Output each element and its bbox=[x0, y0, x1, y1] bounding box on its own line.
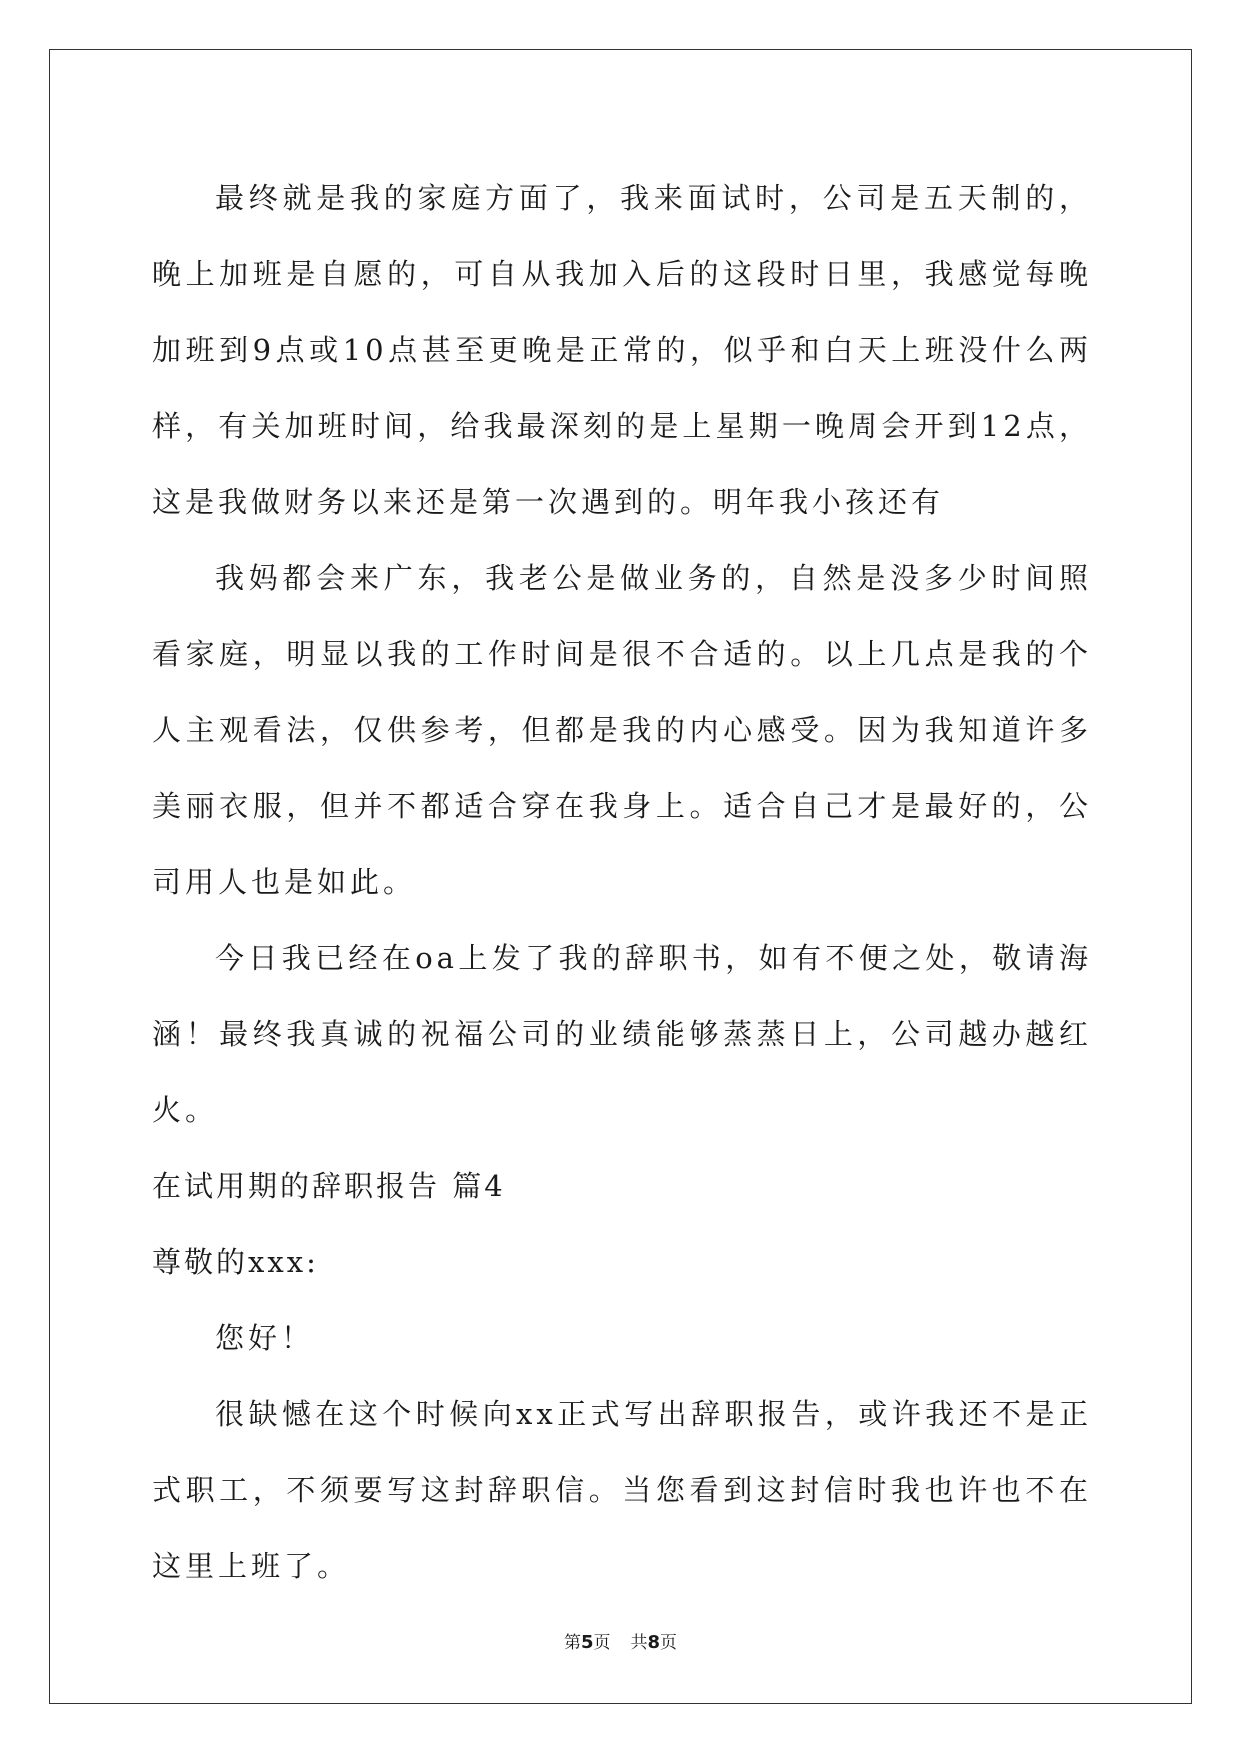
salutation: 尊敬的xxx: bbox=[152, 1245, 319, 1279]
footer-total-pages: 8 bbox=[647, 1632, 661, 1653]
section-title: 在试用期的辞职报告 篇4 bbox=[152, 1169, 506, 1203]
paragraph-letter-body: 很缺憾在这个时候向xx正式写出辞职报告，或许我还不是正式职工，不须要写这封辞职信。当您看到这封信时我也许也不在这里上班了。 bbox=[152, 1397, 1092, 1583]
paragraph-personal-view: 我妈都会来广东，我老公是做业务的，自然是没多少时间照看家庭，明显以我的工作时间是很不合适的。以上几点是我的个人主观看法，仅供参考，但都是我的内心感受。因为我知道许多美丽衣服，但并不都适合穿在我身上。适合自己才是最好的，公司用人也是如此。 bbox=[152, 561, 1092, 899]
footer-total-unit: 页 bbox=[660, 1633, 678, 1653]
document-body bbox=[152, 160, 1092, 1604]
footer-page-prefix: 第 bbox=[563, 1633, 581, 1653]
greeting: 您好！ bbox=[215, 1321, 315, 1355]
footer-page-number: 5 bbox=[580, 1632, 594, 1653]
paragraph-closing-wishes: 今日我已经在oa上发了我的辞职书，如有不便之处，敬请海涵！最终我真诚的祝福公司的业绩能够蒸蒸日上，公司越办越红火。 bbox=[152, 941, 1092, 1127]
footer-page-unit: 页 bbox=[593, 1633, 611, 1653]
paragraph-family-situation: 最终就是我的家庭方面了，我来面试时，公司是五天制的，晚上加班是自愿的，可自从我加入后的这段时日里，我感觉每晚加班到9点或10点甚至更晚是正常的，似乎和白天上班没什么两样，有关加班时间，给我最深刻的是上星期一晚周会开到12点，这是我做财务以来还是第一次遇到的。明年我小孩还有 bbox=[152, 181, 1092, 519]
page-footer bbox=[0, 1628, 1241, 1653]
footer-total-prefix: 共 bbox=[630, 1633, 648, 1653]
